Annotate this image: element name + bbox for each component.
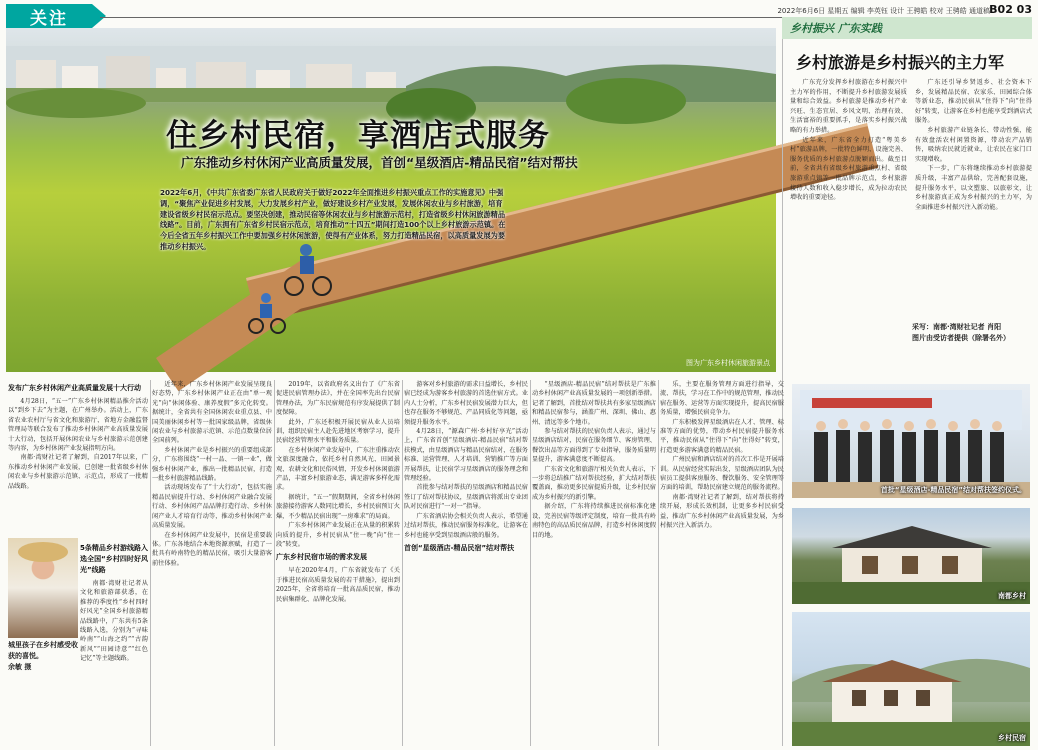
series-banner — [782, 17, 1032, 39]
straw-hat-icon — [18, 542, 68, 562]
cyclists-illustration — [236, 228, 356, 338]
paragraph: 此外，广东还积极开展民宿从业人员培训，组织民宿主人赴先进地区考察学习，提升民宿经营管理水平和服务质量。 — [276, 418, 400, 445]
paragraph: 广东乡村休闲产业发展正在从量的积累转向质的提升，乡村民宿从“住一晚”向“住一段”转变。 — [276, 522, 400, 548]
paragraph: 广州民宿和酒店结对的首次工作是开展培训。从民宿经营实际出发，星级酒店团队为民宿员工提供客房服务、餐饮服务、安全管理等方面的培训，帮助民宿建立规范的服务流程。 — [660, 456, 784, 492]
section-heading: 发布广东乡村休闲产业高质量发展十大行动 — [8, 384, 141, 392]
article-column-1 — [8, 380, 148, 535]
paragraph: 据介绍，广东将持续推进民宿标准化建设，完善民宿等级评定制度，培育一批具有岭南特色的高品质民宿品牌，打造乡村休闲度假目的地。 — [532, 503, 656, 539]
paragraph: 4月28日，“五一”广东乡村休闲精品推介活动以“到乡下去”为主题，在广州举办。活动上，广东省农业农村厅与省文化和旅游厅、省地方金融监督管理局等联合发布了推动乡村休闲产业高质量发展十大行动，包括开展休闲农业与乡村旅游示范创建等内容，为乡村休闲产业发展指明方向。 — [8, 398, 148, 453]
paragraph: 4月28日，“源森广州·乡村好享光”活动上，广东省首创“星级酒店-精品民宿”结对帮扶模式，由星级酒店与精品民宿结对，在服务标准、运营管理、人才培训、营销推广等方面开展帮扶，让民宿学习星级酒店的服务理念和管理经验。 — [404, 428, 528, 483]
ceremony-illustration — [792, 384, 1030, 498]
paragraph: 在乡村休闲产业发展中，民宿是重要载体。广东各地结合本地资源禀赋，打造了一批具有岭南特色的精品民宿，吸引大量游客前往体验。 — [152, 531, 272, 567]
paragraph: 广东还引导乡贤返乡、社会资本下乡，发展精品民宿、农家乐、田园综合体等新业态，推动民宿从“住得下”向“住得好”转变，让游客在乡村也能享受到酒店式服务。 — [915, 79, 1032, 125]
column-rule — [150, 380, 151, 746]
paragraph: 乐，主要在服务管理方面进行指导，交流、帮扶，学习在工作中的规范管理，推动民宿在服务、运营等方面实现提升，提高民宿服务质量，增强民宿竞争力。 — [660, 381, 784, 417]
column-rule — [274, 380, 275, 746]
house-illustration — [792, 508, 1030, 604]
column-rule — [402, 380, 403, 746]
homestay-photo — [792, 612, 1030, 746]
paragraph: 广东积极发挥星级酒店在人才、管理、标准等方面的优势，带动乡村民宿提升服务水平，推动民宿从“住得下”向“住得好”转变，打造更多游客满意的精品民宿。 — [660, 418, 784, 454]
tree-cluster — [6, 88, 146, 118]
paragraph: 在乡村休闲产业发展中，广东注重推动农文旅深度融合，依托乡村自然风光、田园景观、农耕文化和民俗风情，开发乡村休闲旅游产品，丰富乡村旅游业态，满足游客多样化需求。 — [276, 446, 400, 492]
tree-cluster — [566, 78, 686, 124]
subheadline: 广东推动乡村休闲产业高质量发展，首创“星级酒店-精品民宿”结对帮扶 — [181, 155, 578, 170]
lead-paragraph: 2022年6月，《中共广东省委广东省人民政府关于做好2022年全面推进乡村振兴重点工作的实施意见》中强调，“聚焦产业促进乡村发展，大力发展乡村产业，做好建设乡村产业发展，发展休闲农业与乡村旅游，培育建设省级乡村民宿示范点。要坚决创建，推动民宿等休闲农业与乡村旅游示范村，打造省级乡村休闲旅游精品线路”。目前，广东拥有广东省乡村民宿示范点，培育推动“十四五”期间打造100个以上乡村旅游示范镇。在今后全省五年乡村振兴工作中要加强乡村休闲旅游，使得有产业体系，努力打造精品民宿，以高质量发展为要推动乡村振兴。 — [160, 188, 506, 251]
hero-photo-caption: 图为广东乡村休闲旅游景点 — [686, 359, 770, 367]
paragraph: 广东省文化和旅游厅相关负责人表示，下一步将总结推广结对帮扶经验，扩大结对帮扶覆盖面，推动更多民宿提质升级，让乡村民宿成为乡村振兴的新引擎。 — [532, 465, 656, 501]
byline: 采写：南都·湾财社记者 肖阳 图片由受访者提供（除署名外） — [912, 323, 1010, 342]
signing-ceremony-photo — [792, 384, 1030, 498]
paragraph: 近年来，广东乡村休闲产业发展呈现良好态势，广东乡村休闲产业正在由“单一观光”向“休闲体验、康养度假”多元化转变。据统计，全省共有全国休闲农业重点县、中国美丽休闲乡村等一批国家级品牌，省级休闲农业与乡村旅游示范镇、示范点数量位居全国前列。 — [152, 381, 272, 445]
sidebar-article-body — [790, 78, 1032, 318]
paragraph: 乡村旅游产业链条长、带动性强，能有效盘活农村闲置资源，带动农产品销售，吸纳农民就近就业，让农民在家门口实现增收。 — [915, 126, 1032, 163]
column-rule — [658, 380, 659, 746]
photo-caption: 城里孩子在乡村感受收获的喜悦。 余敏 摄 — [8, 641, 78, 671]
paragraph: 活动现场发布了“十大行动”，包括实施精品民宿提升行动、乡村休闲产业融合发展行动、乡村休闲产品品牌打造行动、乡村休闲产业人才培育行动等，推动乡村休闲产业高质量发展。 — [152, 484, 272, 530]
article-column-1b — [80, 540, 148, 746]
paragraph: 参与结对帮扶的民宿负责人表示，通过与星级酒店结对，民宿在服务细节、客房管理、餐饮出品等方面得到了专业指导，服务质量明显提升，游客满意度不断提高。 — [532, 428, 656, 464]
paragraph: 广东充分发挥乡村旅游在乡村振兴中主力军的作用，不断提升乡村旅游发展质量和综合效益。乡村旅游是推动乡村产业兴旺、生态宜居、乡风文明、治理有效、生活富裕的重要抓手，是落实乡村振兴战略的有力举措。 — [790, 79, 907, 134]
article-column-6 — [660, 380, 784, 746]
paragraph: 南都·湾财社记者了解到，结对帮扶将持续开展，形成长效机制，让更多乡村民宿受益，推动广东乡村休闲产业高质量发展，为乡村振兴注入新活力。 — [660, 493, 784, 530]
section-tag: 关注 — [6, 4, 92, 28]
photo-caption: 乡村民宿 — [998, 734, 1026, 742]
paragraph: 南都·湾财社记者从文化和旅游部获悉，在推荐的季度性“乡村四时好风光”全国乡村旅游精品线路中，广东共有5条线路入选，分别为“寻味岭南”“山海之约”“古韵新风”“田园诗意”“红色记忆”等主题线路。 — [80, 580, 148, 663]
paragraph: 据统计，“五一”假期期间，全省乡村休闲旅游接待游客人数同比增长，乡村民宿预订火爆，不少精品民宿出现“一房难求”的局面。 — [276, 493, 400, 520]
paragraph: 游客对乡村旅游的需求日益增长，乡村民宿已经成为游客乡村旅游的首选住宿方式。业内人士分析，广东乡村民宿发展潜力巨大，但也存在服务不够规范、产品同质化等问题，亟须提升服务水平。 — [404, 381, 528, 426]
photo-caption: 南都乡村 — [998, 592, 1026, 600]
sidebar-article-title: 乡村旅游是乡村振兴的主力军 — [796, 53, 1005, 72]
paragraph: 近年来，广东省全力打造“粤美乡村”旅游品牌，一批特色鲜明、设施完善、服务优质的乡村旅游点脱颖而出。截至目前，全省共有省级乡村旅游重点村、省级旅游重点镇等一批品牌示范点，乡村旅游接待人数和收入稳步增长，成为拉动农民增收的重要途径。 — [790, 136, 907, 202]
section-heading: 5条精品乡村游线路入选全国“乡村四时好风光”线路 — [80, 544, 148, 574]
header-meta: 2022年6月6日 星期五 编辑 李英钰 设计 王骋皓 校对 王骋皓 通道稿 — [777, 7, 990, 15]
paragraph: 广东省酒店协会相关负责人表示，希望通过结对帮扶，推动民宿服务标准化，让游客在乡村也能享受到星级酒店般的服务。 — [404, 512, 528, 539]
paragraph: 首批参与结对帮扶的星级酒店和精品民宿签订了结对帮扶协议，星级酒店将派出专业团队对民宿进行“一对一”指导。 — [404, 484, 528, 511]
paragraph: 南都·湾财社记者了解到，自2017年以来，广东推动乡村休闲产业发展，已创建一批省级乡村休闲农业与乡村旅游示范镇、示范点，形成了一批精品线路。 — [8, 454, 148, 490]
paragraph: 乡村休闲产业是乡村振兴的重要组成部分，广东将围绕“一村一品、一镇一业”，做强乡村休闲产业，推出一批精品民宿，打造一批乡村旅游精品线路。 — [152, 446, 272, 483]
article-column-2 — [152, 380, 272, 746]
article-column-5 — [532, 380, 656, 746]
child-harvest-photo — [8, 538, 78, 638]
village-house-photo — [792, 508, 1030, 604]
series-banner-label: 乡村振兴 广东实践 — [790, 22, 882, 35]
section-heading: 首创“星级酒店-精品民宿”结对帮扶 — [404, 543, 515, 552]
paragraph: 下一步，广东将继续推动乡村旅游提质升级，丰富产品供给，完善配套设施，提升服务水平，以文塑旅、以旅彰文，让乡村旅游真正成为乡村振兴的主力军，为全面推进乡村振兴注入新动能。 — [915, 165, 1032, 211]
paragraph: 早在2020年4月，广东省就发布了《关于推进民宿高质量发展的若干措施》，提出到2025年，全省将培育一批高品质民宿，推动民宿集群化、品牌化发展。 — [276, 567, 400, 603]
homestay-illustration — [792, 612, 1030, 746]
photo-caption: 首批“星级酒店-精品民宿”结对帮扶签约仪式。 — [880, 486, 1026, 494]
hero-photo — [6, 28, 776, 372]
paragraph: 2019年，以省政府名义出台了《广东省促进民宿管理办法》，并在全国率先出台民宿管理办法，为广东民宿规范有序发展提供了制度保障。 — [276, 381, 400, 417]
article-column-3 — [276, 380, 400, 746]
page-number: B02 03 — [989, 3, 1032, 16]
section-heading: 广东乡村民宿市场的需求发展 — [276, 553, 367, 562]
paragraph: “星级酒店-精品民宿”结对帮扶是广东推动乡村休闲产业高质量发展的一项创新举措。记者了解到，首批结对帮扶共有多家星级酒店和精品民宿参与，涵盖广州、深圳、佛山、惠州、清远等多个地市。 — [532, 381, 656, 426]
article-column-4 — [404, 380, 528, 746]
headline: 住乡村民宿，享酒店式服务 — [166, 118, 550, 154]
column-rule — [530, 380, 531, 746]
